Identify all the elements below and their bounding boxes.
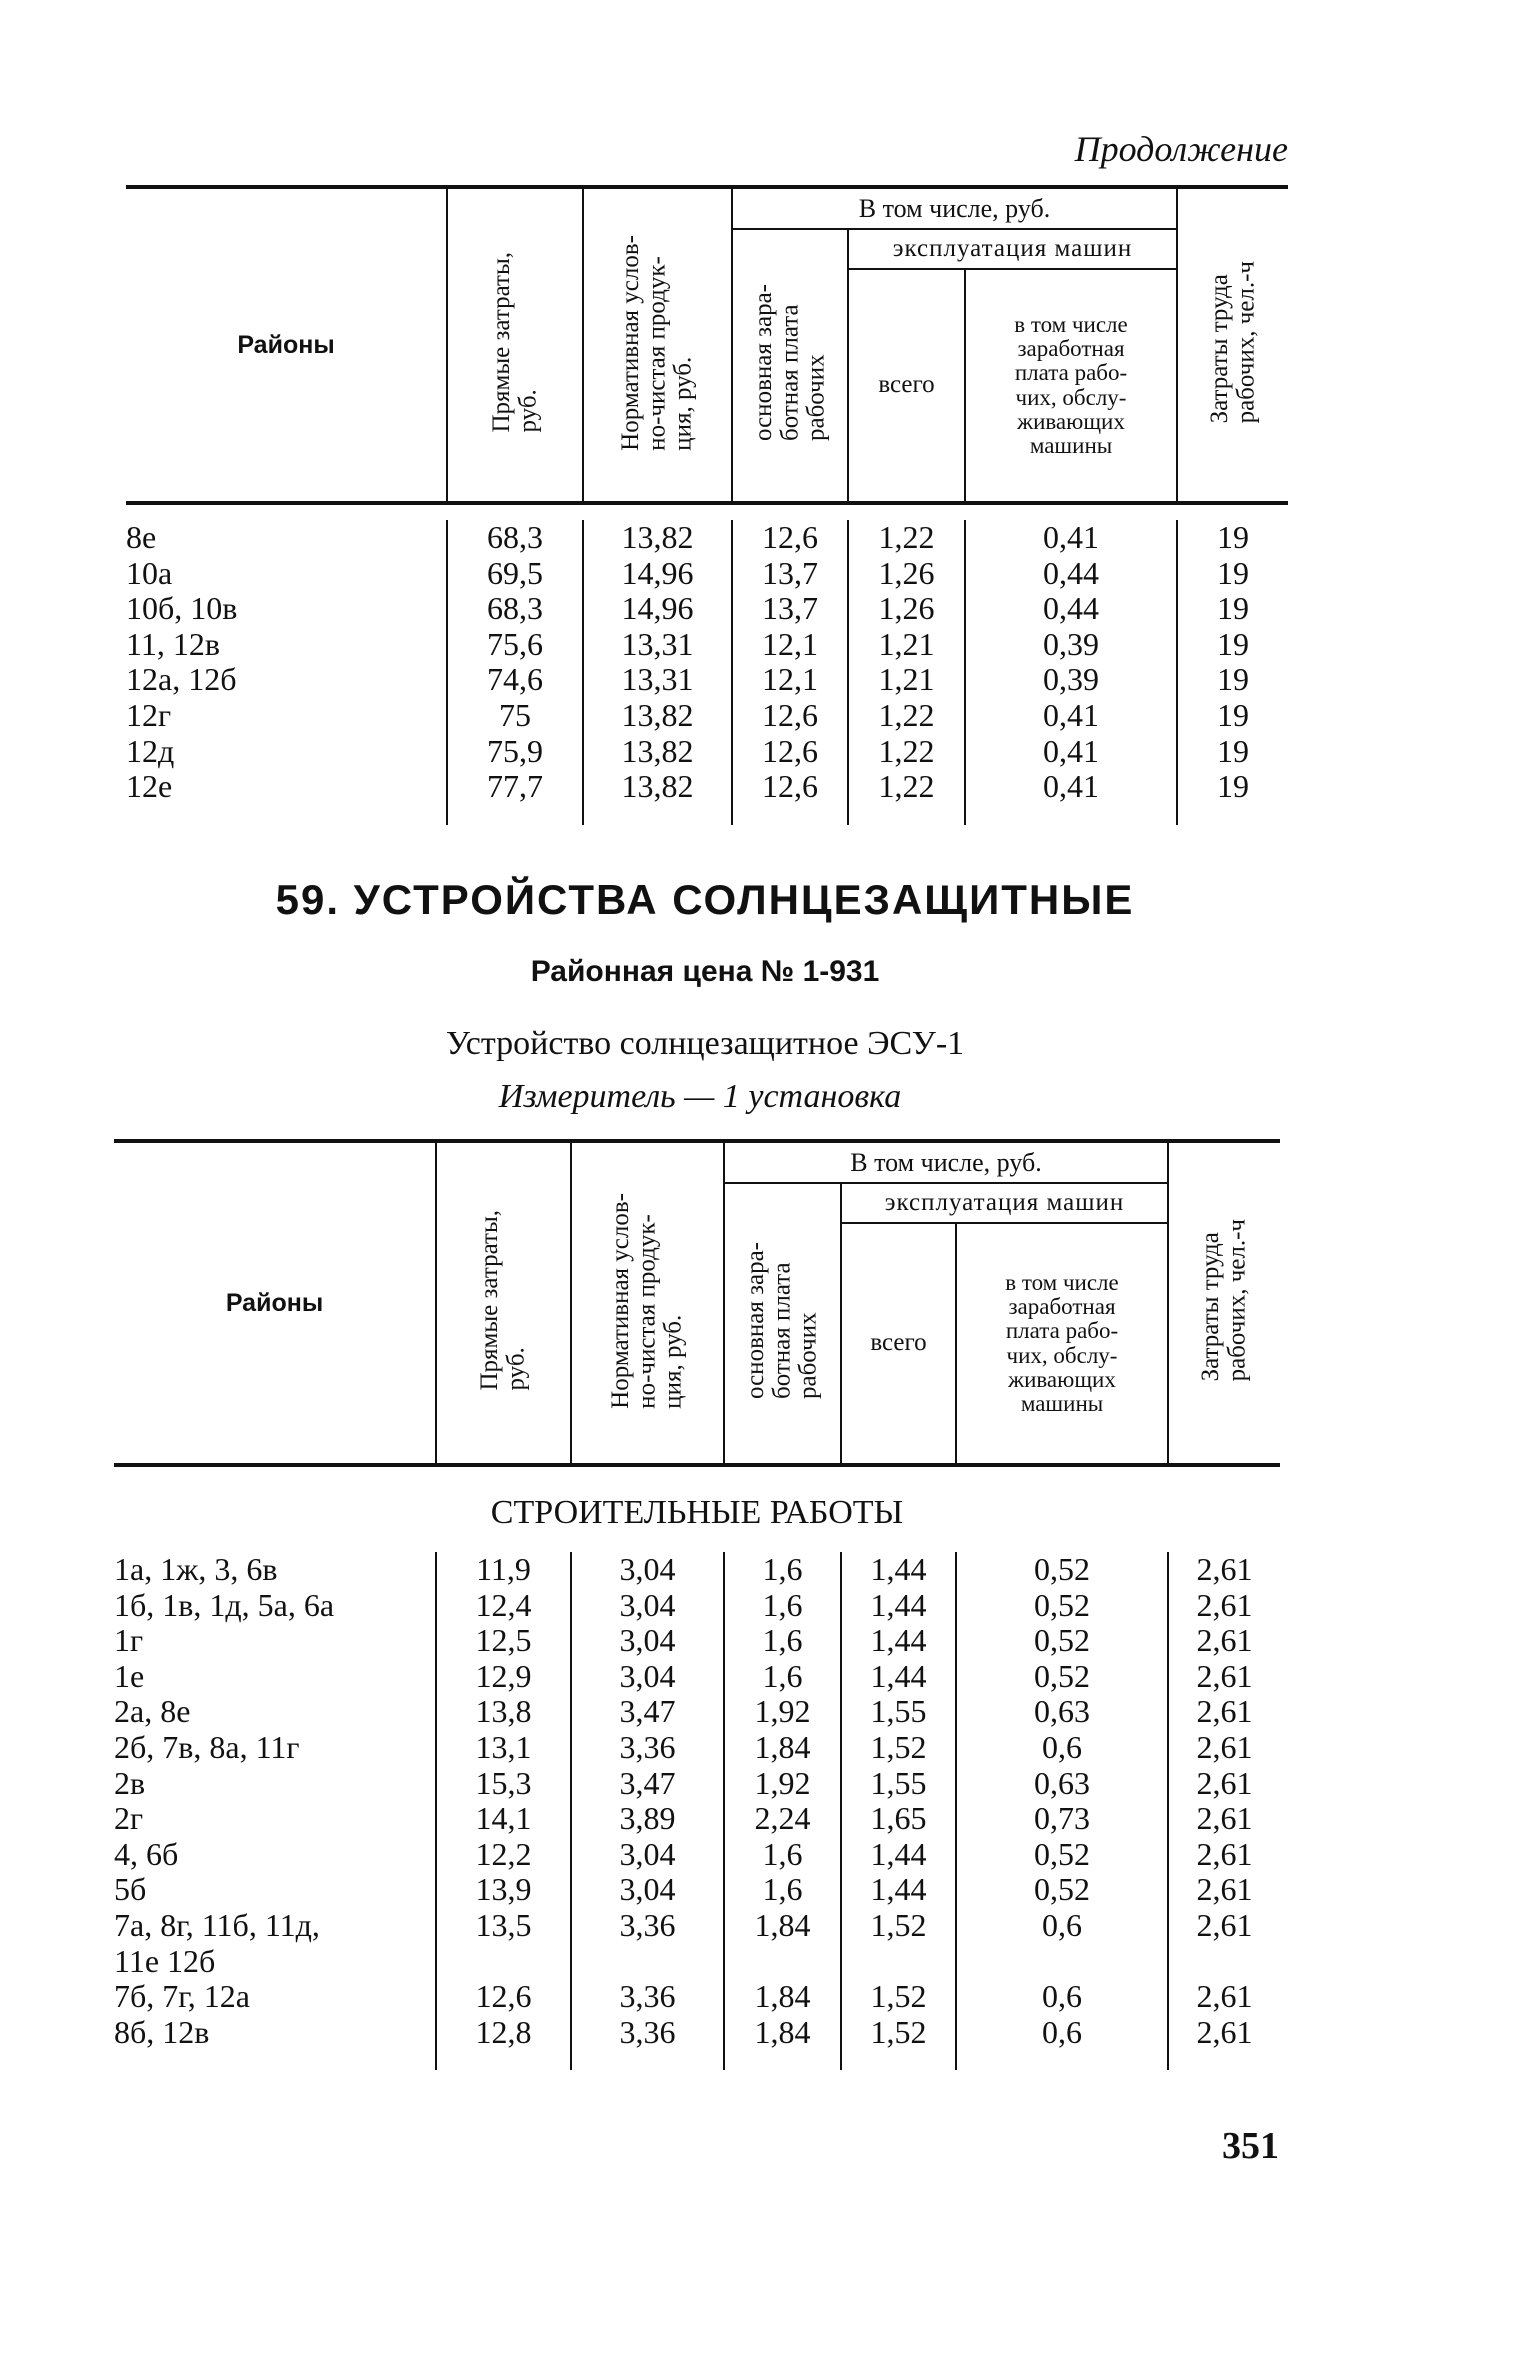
table-row bbox=[114, 1908, 1280, 1979]
cell-spacer bbox=[1168, 2050, 1280, 2070]
cell-region: 1г bbox=[114, 1622, 144, 1659]
cell-machine-total: 1,44 bbox=[841, 1623, 956, 1659]
table-row bbox=[114, 2015, 1280, 2051]
cell-direct-costs: 11,9 bbox=[436, 1552, 571, 1588]
cell-labor: 2,61 bbox=[1168, 1659, 1280, 1695]
cell-base-wage: 12,6 bbox=[732, 734, 848, 770]
cell-region: 8б, 12в bbox=[114, 2013, 210, 2050]
header-normative: Нормативная услов- но-чистая продук- ция, руб. bbox=[571, 1141, 724, 1465]
cell-region: 1е bbox=[114, 1657, 145, 1694]
cell-direct-costs: 13,5 bbox=[436, 1908, 571, 1979]
cell-base-wage: 1,84 bbox=[724, 2015, 841, 2051]
cell-machine-total: 1,44 bbox=[841, 1588, 956, 1624]
cell-labor: 19 bbox=[1177, 556, 1288, 592]
header-total: всего bbox=[841, 1223, 956, 1465]
cell-machine-wage: 0,44 bbox=[965, 591, 1177, 627]
table-row bbox=[114, 1694, 1280, 1730]
cell-labor: 2,61 bbox=[1168, 1588, 1280, 1624]
cell-direct-costs: 15,3 bbox=[436, 1766, 571, 1802]
table1-body bbox=[126, 520, 1288, 825]
table-row bbox=[126, 769, 1288, 805]
cell-machine-wage: 0,39 bbox=[965, 627, 1177, 663]
cell-machine-wage: 0,41 bbox=[965, 734, 1177, 770]
cell-base-wage: 1,92 bbox=[724, 1766, 841, 1802]
table-row bbox=[126, 662, 1288, 698]
cell-machine-wage: 0,52 bbox=[956, 1623, 1168, 1659]
cell-machine-total: 1,44 bbox=[841, 1659, 956, 1695]
table-row bbox=[114, 1766, 1280, 1802]
header-regions: Районы bbox=[225, 1288, 324, 1317]
cell-machine-total: 1,21 bbox=[848, 662, 965, 698]
cell-direct-costs: 69,5 bbox=[447, 556, 583, 592]
table-row bbox=[114, 1659, 1280, 1695]
cell-direct-costs: 14,1 bbox=[436, 1801, 571, 1837]
header-incl-wage: в том числе заработная плата рабо- чих, обслу- живающих машины bbox=[956, 1223, 1168, 1465]
cell-direct-costs: 12,9 bbox=[436, 1659, 571, 1695]
cell-base-wage: 12,6 bbox=[732, 520, 848, 556]
cell-machine-wage: 0,73 bbox=[956, 1801, 1168, 1837]
cell-machine-total: 1,65 bbox=[841, 1801, 956, 1837]
cell-labor: 19 bbox=[1177, 769, 1288, 805]
cell-labor: 19 bbox=[1177, 520, 1288, 556]
cell-normative: 3,04 bbox=[571, 1659, 724, 1695]
cell-machine-wage: 0,52 bbox=[956, 1588, 1168, 1624]
cell-direct-costs: 13,8 bbox=[436, 1694, 571, 1730]
cell-direct-costs: 68,3 bbox=[447, 520, 583, 556]
cell-normative: 13,31 bbox=[583, 627, 732, 663]
header-normative: Нормативная услов- но-чистая продук- ция, руб. bbox=[583, 187, 732, 503]
cell-region: 10а bbox=[126, 554, 173, 591]
cell-direct-costs: 13,9 bbox=[436, 1872, 571, 1908]
table-row bbox=[126, 627, 1288, 663]
cell-labor: 19 bbox=[1177, 627, 1288, 663]
section-label: СТРОИТЕЛЬНЫЕ РАБОТЫ bbox=[490, 1494, 904, 1531]
cell-normative: 3,04 bbox=[571, 1623, 724, 1659]
cell-normative: 3,36 bbox=[571, 2015, 724, 2051]
cell-machine-total: 1,21 bbox=[848, 627, 965, 663]
cell-spacer bbox=[447, 805, 583, 825]
table-row bbox=[114, 1979, 1280, 2015]
cell-spacer bbox=[126, 805, 447, 825]
measure-unit: Измеритель — 1 установка bbox=[498, 1078, 902, 1115]
cell-machine-total: 1,22 bbox=[848, 769, 965, 805]
cell-region: 2а, 8е bbox=[114, 1693, 191, 1730]
cell-machine-wage: 0,41 bbox=[965, 698, 1177, 734]
cell-direct-costs: 13,1 bbox=[436, 1730, 571, 1766]
cell-base-wage: 1,92 bbox=[724, 1694, 841, 1730]
cell-base-wage: 13,7 bbox=[732, 556, 848, 592]
header-base-wage: основная зара- ботная плата рабочих bbox=[732, 229, 848, 503]
cell-machine-wage: 0,39 bbox=[965, 662, 1177, 698]
cell-direct-costs: 12,5 bbox=[436, 1623, 571, 1659]
cell-machine-total: 1,52 bbox=[841, 1979, 956, 2015]
cell-spacer bbox=[956, 2050, 1168, 2070]
cell-spacer bbox=[724, 2050, 841, 2070]
cell-labor: 2,61 bbox=[1168, 1730, 1280, 1766]
table-row bbox=[114, 1801, 1280, 1837]
cell-machine-wage: 0,6 bbox=[956, 1730, 1168, 1766]
header-regions: Районы bbox=[237, 330, 335, 359]
cell-spacer bbox=[114, 2050, 436, 2070]
header-total: всего bbox=[848, 269, 965, 503]
cell-region: 2в bbox=[114, 1764, 146, 1801]
cell-spacer bbox=[848, 805, 965, 825]
cell-direct-costs: 75 bbox=[447, 698, 583, 734]
cell-region: 2б, 7в, 8а, 11г bbox=[114, 1728, 300, 1765]
cell-region: 12г bbox=[126, 696, 172, 733]
cell-labor: 19 bbox=[1177, 662, 1288, 698]
cell-machine-wage: 0,41 bbox=[965, 520, 1177, 556]
cell-base-wage: 13,7 bbox=[732, 591, 848, 627]
cell-machine-total: 1,22 bbox=[848, 698, 965, 734]
cell-normative: 14,96 bbox=[583, 591, 732, 627]
cell-region: 7б, 7г, 12а bbox=[114, 1978, 250, 2015]
cell-base-wage: 1,84 bbox=[724, 1979, 841, 2015]
cell-labor: 2,61 bbox=[1168, 1908, 1280, 1979]
cell-machine-wage: 0,52 bbox=[956, 1552, 1168, 1588]
cell-labor: 19 bbox=[1177, 734, 1288, 770]
cell-base-wage: 1,6 bbox=[724, 1588, 841, 1624]
cell-machine-total: 1,55 bbox=[841, 1766, 956, 1802]
cell-region: 1а, 1ж, 3, 6в bbox=[114, 1551, 278, 1587]
cell-spacer bbox=[965, 805, 1177, 825]
cell-spacer bbox=[732, 805, 848, 825]
cell-machine-total: 1,26 bbox=[848, 591, 965, 627]
cell-base-wage: 12,6 bbox=[732, 698, 848, 734]
cell-base-wage: 1,6 bbox=[724, 1623, 841, 1659]
cell-machine-wage: 0,6 bbox=[956, 2015, 1168, 2051]
cell-spacer bbox=[1177, 805, 1288, 825]
cell-normative: 3,36 bbox=[571, 1979, 724, 2015]
cell-normative: 3,04 bbox=[571, 1588, 724, 1624]
cell-direct-costs: 77,7 bbox=[447, 769, 583, 805]
table-row bbox=[114, 1588, 1280, 1624]
table-row bbox=[126, 556, 1288, 592]
header-base-wage: основная зара- ботная плата рабочих bbox=[724, 1183, 841, 1465]
cell-normative: 14,96 bbox=[583, 556, 732, 592]
cell-machine-total: 1,52 bbox=[841, 1908, 956, 1979]
table-row bbox=[126, 698, 1288, 734]
cell-labor: 2,61 bbox=[1168, 1766, 1280, 1802]
cell-direct-costs: 12,6 bbox=[436, 1979, 571, 2015]
header-machine-operation: эксплуатация машин bbox=[848, 229, 1177, 269]
cell-normative: 3,04 bbox=[571, 1837, 724, 1873]
cell-normative: 13,82 bbox=[583, 698, 732, 734]
cell-region: 12а, 12б bbox=[126, 661, 237, 698]
table-row bbox=[126, 734, 1288, 770]
cell-machine-wage: 0,63 bbox=[956, 1766, 1168, 1802]
cell-region: 10б, 10в bbox=[126, 590, 238, 627]
cell-direct-costs: 12,2 bbox=[436, 1837, 571, 1873]
cell-machine-total: 1,52 bbox=[841, 2015, 956, 2051]
cell-base-wage: 2,24 bbox=[724, 1801, 841, 1837]
table-row bbox=[114, 1552, 1280, 1588]
cell-base-wage: 1,6 bbox=[724, 1552, 841, 1588]
cell-region: 4, 6б bbox=[114, 1835, 179, 1872]
cell-direct-costs: 74,6 bbox=[447, 662, 583, 698]
cell-base-wage: 1,6 bbox=[724, 1872, 841, 1908]
cell-normative: 13,82 bbox=[583, 769, 732, 805]
cell-normative: 3,36 bbox=[571, 1908, 724, 1979]
cell-region: 1б, 1в, 1д, 5а, 6а bbox=[114, 1586, 335, 1623]
cell-machine-total: 1,44 bbox=[841, 1837, 956, 1873]
cell-base-wage: 12,1 bbox=[732, 662, 848, 698]
cell-machine-total: 1,22 bbox=[848, 520, 965, 556]
header-direct-costs: Прямые затраты, руб. bbox=[447, 187, 583, 503]
table-row bbox=[114, 1623, 1280, 1659]
page-number: 351 bbox=[1222, 2125, 1279, 2167]
continuation-label: Продолжение bbox=[1074, 129, 1288, 169]
header-labor: Затраты труда рабочих, чел.-ч bbox=[1177, 187, 1288, 503]
cell-normative: 3,36 bbox=[571, 1730, 724, 1766]
table-row bbox=[126, 591, 1288, 627]
cell-region: 5б bbox=[114, 1871, 147, 1908]
cell-region: 2г bbox=[114, 1800, 144, 1837]
cell-normative: 3,47 bbox=[571, 1694, 724, 1730]
cell-normative: 13,31 bbox=[583, 662, 732, 698]
cell-labor: 2,61 bbox=[1168, 1837, 1280, 1873]
cell-spacer bbox=[841, 2050, 956, 2070]
cell-spacer bbox=[583, 805, 732, 825]
cell-normative: 13,82 bbox=[583, 734, 732, 770]
cell-base-wage: 1,6 bbox=[724, 1837, 841, 1873]
price-reference: Районная цена № 1-931 bbox=[530, 955, 880, 988]
cell-direct-costs: 68,3 bbox=[447, 591, 583, 627]
cell-machine-wage: 0,63 bbox=[956, 1694, 1168, 1730]
cell-labor: 2,61 bbox=[1168, 2015, 1280, 2051]
cell-base-wage: 1,6 bbox=[724, 1659, 841, 1695]
cell-machine-total: 1,26 bbox=[848, 556, 965, 592]
cell-machine-total: 1,22 bbox=[848, 734, 965, 770]
table-row bbox=[114, 1872, 1280, 1908]
cell-labor: 2,61 bbox=[1168, 1694, 1280, 1730]
cell-machine-total: 1,52 bbox=[841, 1730, 956, 1766]
cell-direct-costs: 75,6 bbox=[447, 627, 583, 663]
cell-labor: 2,61 bbox=[1168, 1801, 1280, 1837]
cell-machine-wage: 0,41 bbox=[965, 769, 1177, 805]
cell-normative: 3,04 bbox=[571, 1872, 724, 1908]
cell-direct-costs: 12,4 bbox=[436, 1588, 571, 1624]
device-name: Устройство солнцезащитное ЭСУ-1 bbox=[445, 1025, 965, 1062]
cell-machine-wage: 0,52 bbox=[956, 1659, 1168, 1695]
cell-normative: 3,89 bbox=[571, 1801, 724, 1837]
cell-machine-total: 1,55 bbox=[841, 1694, 956, 1730]
cell-labor: 2,61 bbox=[1168, 1979, 1280, 2015]
header-including: В том числе, руб. bbox=[724, 1141, 1168, 1183]
cell-machine-total: 1,44 bbox=[841, 1552, 956, 1588]
cell-machine-wage: 0,44 bbox=[965, 556, 1177, 592]
cell-labor: 2,61 bbox=[1168, 1552, 1280, 1588]
cell-base-wage: 12,1 bbox=[732, 627, 848, 663]
cell-base-wage: 1,84 bbox=[724, 1908, 841, 1979]
cell-region: 12д bbox=[126, 732, 175, 769]
table2-body bbox=[114, 1552, 1280, 2070]
header-machine-operation: эксплуатация машин bbox=[841, 1183, 1168, 1223]
cell-base-wage: 12,6 bbox=[732, 769, 848, 805]
table-row bbox=[114, 1837, 1280, 1873]
header-including: В том числе, руб. bbox=[732, 187, 1177, 229]
table1-header bbox=[126, 185, 1288, 505]
cell-labor: 19 bbox=[1177, 591, 1288, 627]
cell-machine-total: 1,44 bbox=[841, 1872, 956, 1908]
cell-normative: 3,47 bbox=[571, 1766, 724, 1802]
cell-region: 12е bbox=[126, 768, 173, 805]
section-title: 59. УСТРОЙСТВА СОЛНЦЕЗАЩИТНЫЕ bbox=[275, 876, 1135, 923]
cell-machine-wage: 0,6 bbox=[956, 1979, 1168, 2015]
cell-machine-wage: 0,6 bbox=[956, 1908, 1168, 1979]
cell-labor: 2,61 bbox=[1168, 1872, 1280, 1908]
cell-spacer bbox=[571, 2050, 724, 2070]
cell-region: 8е bbox=[126, 519, 157, 555]
cell-labor: 19 bbox=[1177, 698, 1288, 734]
cell-region: 7а, 8г, 11б, 11д, 11е 12б bbox=[114, 1906, 320, 1979]
cell-normative: 13,82 bbox=[583, 520, 732, 556]
table2-header bbox=[114, 1139, 1280, 1467]
cell-direct-costs: 12,8 bbox=[436, 2015, 571, 2051]
table-row bbox=[126, 520, 1288, 556]
cell-machine-wage: 0,52 bbox=[956, 1872, 1168, 1908]
header-incl-wage: в том числе заработная плата рабо- чих, обслу- живающих машины bbox=[965, 269, 1177, 503]
cell-labor: 2,61 bbox=[1168, 1623, 1280, 1659]
cell-spacer bbox=[436, 2050, 571, 2070]
cell-machine-wage: 0,52 bbox=[956, 1837, 1168, 1873]
cell-region: 11, 12в bbox=[126, 625, 220, 662]
cell-base-wage: 1,84 bbox=[724, 1730, 841, 1766]
table-row bbox=[114, 1730, 1280, 1766]
header-labor: Затраты труда рабочих, чел.-ч bbox=[1168, 1141, 1280, 1465]
cell-direct-costs: 75,9 bbox=[447, 734, 583, 770]
cell-normative: 3,04 bbox=[571, 1552, 724, 1588]
header-direct-costs: Прямые затраты, руб. bbox=[436, 1141, 571, 1465]
